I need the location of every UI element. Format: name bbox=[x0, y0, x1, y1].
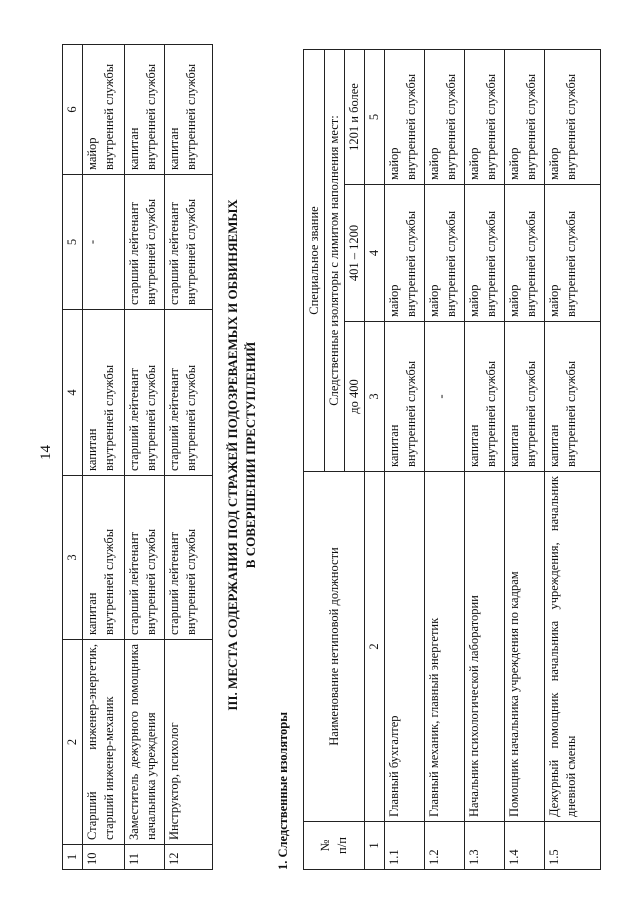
rank-cell: майор внутренней службы bbox=[83, 45, 125, 175]
rank-cell: капитан внутренней службы bbox=[385, 322, 425, 472]
rank-cell: майор внутренней службы bbox=[505, 185, 545, 322]
position-name: Дежурный помощник начальника учреждения, начальник дневной смены bbox=[545, 472, 601, 822]
limit-large: 1201 и более bbox=[345, 50, 365, 185]
row-number: 1.5 bbox=[545, 822, 601, 870]
rank-cell: капитан внутренней службы bbox=[165, 45, 213, 175]
position-name: Старший инженер-энергетик, старший инженер-механик bbox=[83, 640, 125, 845]
rank-cell: майор внутренней службы bbox=[385, 185, 425, 322]
continued-positions-table bbox=[62, 44, 213, 870]
rank-cell: майор внутренней службы bbox=[385, 50, 425, 185]
row-number: 1.3 bbox=[465, 822, 505, 870]
limit-medium: 401 – 1200 bbox=[345, 185, 365, 322]
rank-cell: капитан внутренней службы bbox=[465, 322, 505, 472]
column-number: 3 bbox=[365, 322, 385, 472]
rank-cell: старший лейтенант внутренней службы bbox=[165, 310, 213, 476]
col-position-header: Наименование нетиповой должности bbox=[304, 472, 365, 822]
limit-header: Следственные изоляторы с лимитом наполнения мест: bbox=[325, 50, 345, 472]
column-number-row bbox=[365, 50, 385, 870]
column-number: 4 bbox=[63, 310, 83, 476]
rank-cell: капитан внутренней службы bbox=[83, 310, 125, 476]
section-heading-line2: В СОВЕРШЕНИИ ПРЕСТУПЛЕНИЙ bbox=[243, 341, 258, 569]
rank-cell: капитан внутренней службы bbox=[545, 322, 601, 472]
rank-cell: старший лейтенант внутренней службы bbox=[165, 476, 213, 640]
table-row bbox=[505, 50, 545, 870]
column-number: 5 bbox=[63, 175, 83, 310]
rank-cell: капитан внутренней службы bbox=[125, 45, 165, 175]
rank-cell: капитан внутренней службы bbox=[83, 476, 125, 640]
position-name: Начальник психологической лаборатории bbox=[465, 472, 505, 822]
rank-header: Специальное звание bbox=[304, 50, 325, 472]
rank-cell: майор внутренней службы bbox=[545, 50, 601, 185]
row-number: 10 bbox=[83, 845, 125, 870]
position-name: Главный механик, главный энергетик bbox=[425, 472, 465, 822]
rank-cell: капитан внутренней службы bbox=[505, 322, 545, 472]
subsection-title: 1. Следственные изоляторы bbox=[276, 711, 290, 870]
row-number: 1.1 bbox=[385, 822, 425, 870]
table-row bbox=[545, 50, 601, 870]
table-row bbox=[425, 50, 465, 870]
header-row bbox=[304, 50, 325, 870]
row-number: 1.4 bbox=[505, 822, 545, 870]
section-heading bbox=[224, 125, 260, 785]
column-number: 2 bbox=[63, 640, 83, 845]
table-row bbox=[165, 45, 213, 870]
rank-cell: - bbox=[83, 175, 125, 310]
rank-cell: - bbox=[425, 322, 465, 472]
table-row bbox=[125, 45, 165, 870]
column-number: 3 bbox=[63, 476, 83, 640]
limit-small: до 400 bbox=[345, 322, 365, 472]
table-row bbox=[465, 50, 505, 870]
column-number: 4 bbox=[365, 185, 385, 322]
row-number: 11 bbox=[125, 845, 165, 870]
column-number: 5 bbox=[365, 50, 385, 185]
position-name: Помощник начальника учреждения по кадрам bbox=[505, 472, 545, 822]
rank-cell: майор внутренней службы bbox=[545, 185, 601, 322]
rank-cell: майор внутренней службы bbox=[425, 50, 465, 185]
rank-cell: майор внутренней службы bbox=[465, 185, 505, 322]
position-name: Заместитель дежурного помощника начальника учреждения bbox=[125, 640, 165, 845]
rank-cell: майор внутренней службы bbox=[465, 50, 505, 185]
position-name: Главный бухгалтер bbox=[385, 472, 425, 822]
table-row bbox=[385, 50, 425, 870]
position-name: Инструктор, психолог bbox=[165, 640, 213, 845]
rank-cell: старший лейтенант внутренней службы bbox=[125, 476, 165, 640]
rank-cell: старший лейтенант внутренней службы bbox=[125, 175, 165, 310]
column-number-row bbox=[63, 45, 83, 870]
col-number-header: № п/п bbox=[304, 822, 365, 870]
page-number: 14 bbox=[38, 445, 54, 460]
row-number: 12 bbox=[165, 845, 213, 870]
column-number: 6 bbox=[63, 45, 83, 175]
table-row bbox=[83, 45, 125, 870]
column-number: 1 bbox=[365, 822, 385, 870]
rank-cell: майор внутренней службы bbox=[425, 185, 465, 322]
pretrial-detention-positions-table bbox=[303, 49, 601, 870]
column-number: 2 bbox=[365, 472, 385, 822]
rank-cell: старший лейтенант внутренней службы bbox=[125, 310, 165, 476]
rank-cell: майор внутренней службы bbox=[505, 50, 545, 185]
column-number: 1 bbox=[63, 845, 83, 870]
row-number: 1.2 bbox=[425, 822, 465, 870]
rank-cell: старший лейтенант внутренней службы bbox=[165, 175, 213, 310]
section-heading-line1: III. МЕСТА СОДЕРЖАНИЯ ПОД СТРАЖЕЙ ПОДОЗРЕВАЕМЫХ И ОБВИНЯЕМЫХ bbox=[225, 199, 240, 711]
